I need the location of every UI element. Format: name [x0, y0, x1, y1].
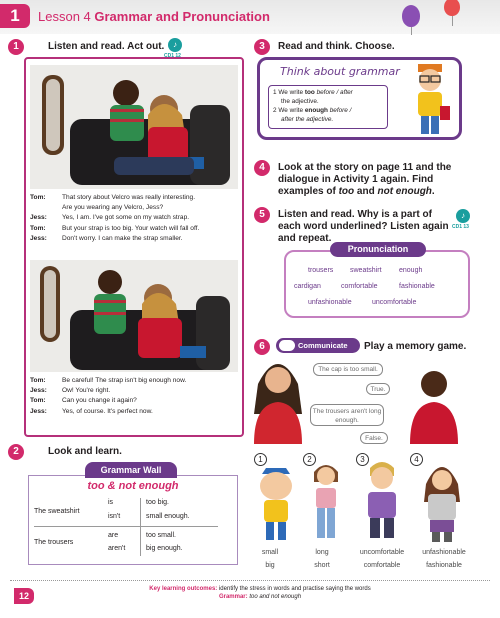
gw-column-line	[140, 498, 141, 556]
think-item-2-cont: after the adjective.	[281, 116, 334, 123]
grammar-line	[60, 593, 460, 601]
gw-verb: are	[108, 532, 119, 539]
dialogue-line	[30, 376, 242, 386]
line-text: Yes, I am. I've got some on my watch strap.	[62, 214, 190, 222]
footer-divider	[10, 580, 490, 581]
gw-divider	[34, 526, 218, 527]
story-photo-1	[30, 65, 238, 189]
page-number: 12	[14, 588, 34, 604]
dialogue-line	[30, 386, 242, 396]
speaker: Tom:	[30, 224, 46, 232]
gw-adjective: too big.	[146, 499, 169, 506]
unit-number: 1	[0, 4, 30, 28]
item-text: We write	[278, 89, 305, 96]
pron-word: comfortable	[341, 283, 378, 290]
lesson-label: Lesson 4	[38, 9, 91, 24]
gw-verb: is	[108, 499, 114, 506]
pron-word: cardigan	[294, 283, 321, 290]
pron-word: uncomfortable	[372, 299, 417, 306]
cartoon-boy-thinking	[408, 62, 452, 138]
speech-bubble: False.	[360, 432, 388, 444]
grammar-wall-heading: too & not enough	[87, 480, 179, 492]
item-number: 1	[273, 89, 277, 96]
communicate-label: Communicate	[298, 341, 348, 350]
section-6-instruction: Play a memory game.	[364, 341, 467, 352]
section-3-instruction: Read and think. Choose.	[278, 41, 395, 52]
dialogue-line	[30, 203, 242, 213]
gw-verb: aren't	[108, 545, 126, 552]
picture-1-number: 1	[254, 453, 267, 466]
dialogue-1	[30, 193, 242, 244]
cd-track-label: CD1 13	[452, 224, 469, 230]
speech-bubble: The cap is too small.	[313, 363, 383, 376]
instruction-text: .	[431, 186, 435, 197]
grammar-label: Grammar:	[218, 594, 248, 600]
pron-word: fashionable	[399, 283, 435, 290]
picture-label-bottom: fashionable	[426, 562, 462, 569]
cartoon-boy-small-cap	[252, 458, 298, 544]
think-item-1-cont: the adjective.	[281, 98, 319, 105]
line-text: Yes, of course. It's perfect now.	[62, 407, 153, 415]
cartoon-girl-unfashionable	[418, 458, 466, 544]
balloon-red-icon	[444, 0, 460, 16]
item-keyword: too	[304, 89, 315, 96]
picture-label-top: unfashionable	[422, 549, 466, 556]
line-text: Don't worry. I can make the strap smaller.	[62, 234, 183, 242]
section-2-number: 2	[8, 444, 24, 460]
item-number: 2	[273, 107, 277, 114]
audio-cd-icon[interactable]: ♪	[168, 38, 182, 52]
line-text: Are you wearing any Velcro, Jess?	[62, 204, 164, 212]
instruction-keyword: not enough	[377, 186, 432, 197]
think-item-1	[273, 88, 383, 97]
think-item-2	[273, 106, 383, 115]
section-1-instruction: Listen and read. Act out.	[48, 41, 165, 52]
speech-bubble: The trousers aren't long enough.	[310, 404, 384, 426]
section-4-number: 4	[254, 160, 270, 176]
balloon-string	[411, 27, 412, 35]
dialogue-2	[30, 376, 242, 417]
line-text: But your strap is too big. Your watch will fall off.	[62, 224, 200, 232]
section-2-instruction: Look and learn.	[48, 446, 122, 457]
gw-subject: The sweatshirt	[34, 508, 80, 515]
speaker: Jess:	[30, 407, 47, 415]
section-1-number: 1	[8, 39, 24, 55]
cartoon-girl-short-trousers	[304, 458, 348, 544]
cartoon-boy-uncomfortable	[356, 458, 406, 544]
gw-adjective: big enough.	[146, 545, 183, 552]
item-text: We write	[278, 107, 305, 114]
lesson-topic: Grammar and Pronunciation	[94, 9, 270, 24]
klo-line	[60, 585, 460, 593]
section-3-number: 3	[254, 39, 270, 55]
pronunciation-title: Pronunciation	[330, 242, 426, 257]
picture-4-number: 4	[410, 453, 423, 466]
gw-subject: The trousers	[34, 539, 74, 546]
lesson-title	[38, 9, 270, 24]
speaker: Jess:	[30, 387, 47, 395]
grammar-wall-title: Grammar Wall	[85, 462, 177, 478]
think-about-grammar-title: Think about grammar	[280, 65, 400, 78]
pron-word: unfashionable	[308, 299, 352, 306]
picture-label-top: small	[261, 549, 279, 556]
klo-text: identify the stress in words and practise saying the words	[218, 586, 371, 592]
balloon-string	[452, 16, 453, 26]
speaker: Tom:	[30, 397, 46, 405]
cd-track-label: CD1 12	[164, 53, 181, 59]
balloon-purple-icon	[402, 5, 420, 27]
picture-label-bottom: short	[314, 562, 330, 569]
speaker: Jess:	[30, 214, 47, 222]
dialogue-line	[30, 224, 242, 234]
gw-adjective: too small.	[146, 532, 176, 539]
picture-label-bottom: big	[265, 562, 275, 569]
instruction-text: Look at the story on page 11 and the dialogue in Activity 1 again. Find examples of	[278, 162, 452, 197]
pron-word: enough	[399, 267, 423, 274]
photo-boy	[406, 362, 462, 444]
audio-cd-icon[interactable]: ♪	[456, 209, 470, 223]
speech-bubble: True.	[366, 383, 390, 395]
pron-word: sweatshirt	[350, 267, 382, 274]
picture-3-number: 3	[356, 453, 369, 466]
line-text: Can you change it again?	[62, 397, 137, 405]
grammar-text: too and not enough	[249, 594, 302, 600]
speech-bubbles-icon	[279, 340, 295, 351]
dialogue-line	[30, 407, 242, 417]
line-text: Ow! You're right.	[62, 387, 111, 395]
item-options: before /	[327, 107, 352, 114]
picture-2-number: 2	[303, 453, 316, 466]
section-6-number: 6	[254, 339, 270, 355]
dialogue-line	[30, 193, 242, 203]
picture-label-top: long	[315, 549, 329, 556]
speaker: Jess:	[30, 234, 47, 242]
dialogue-line	[30, 396, 242, 406]
speaker: Tom:	[30, 377, 46, 384]
speaker: Tom:	[30, 194, 46, 201]
picture-label-bottom: comfortable	[363, 562, 401, 569]
instruction-keyword: too	[338, 186, 355, 197]
section-5-number: 5	[254, 207, 270, 223]
photo-girl	[250, 354, 306, 444]
gw-adjective: small enough.	[146, 513, 190, 520]
footer-learning-outcomes	[60, 585, 460, 601]
pron-word: trousers	[308, 267, 334, 274]
gw-verb: isn't	[108, 513, 121, 520]
think-grammar-items	[268, 85, 388, 129]
klo-label: Key learning outcomes:	[149, 586, 218, 592]
section-4-instruction	[278, 162, 458, 198]
item-options: before / after	[314, 89, 353, 96]
line-text: Be careful! The strap isn't big enough now.	[62, 377, 187, 384]
story-photo-2	[30, 260, 238, 372]
line-text: That story about Velcro was really interesting.	[62, 194, 196, 201]
instruction-text: and	[354, 186, 378, 197]
item-keyword: enough	[304, 107, 328, 114]
section-5-instruction: Listen and read. Why is a part of each word underlined? Listen again and repeat.	[278, 209, 449, 244]
picture-label-top: uncomfortable	[359, 549, 405, 556]
dialogue-line	[30, 213, 242, 223]
dialogue-line	[30, 234, 242, 244]
